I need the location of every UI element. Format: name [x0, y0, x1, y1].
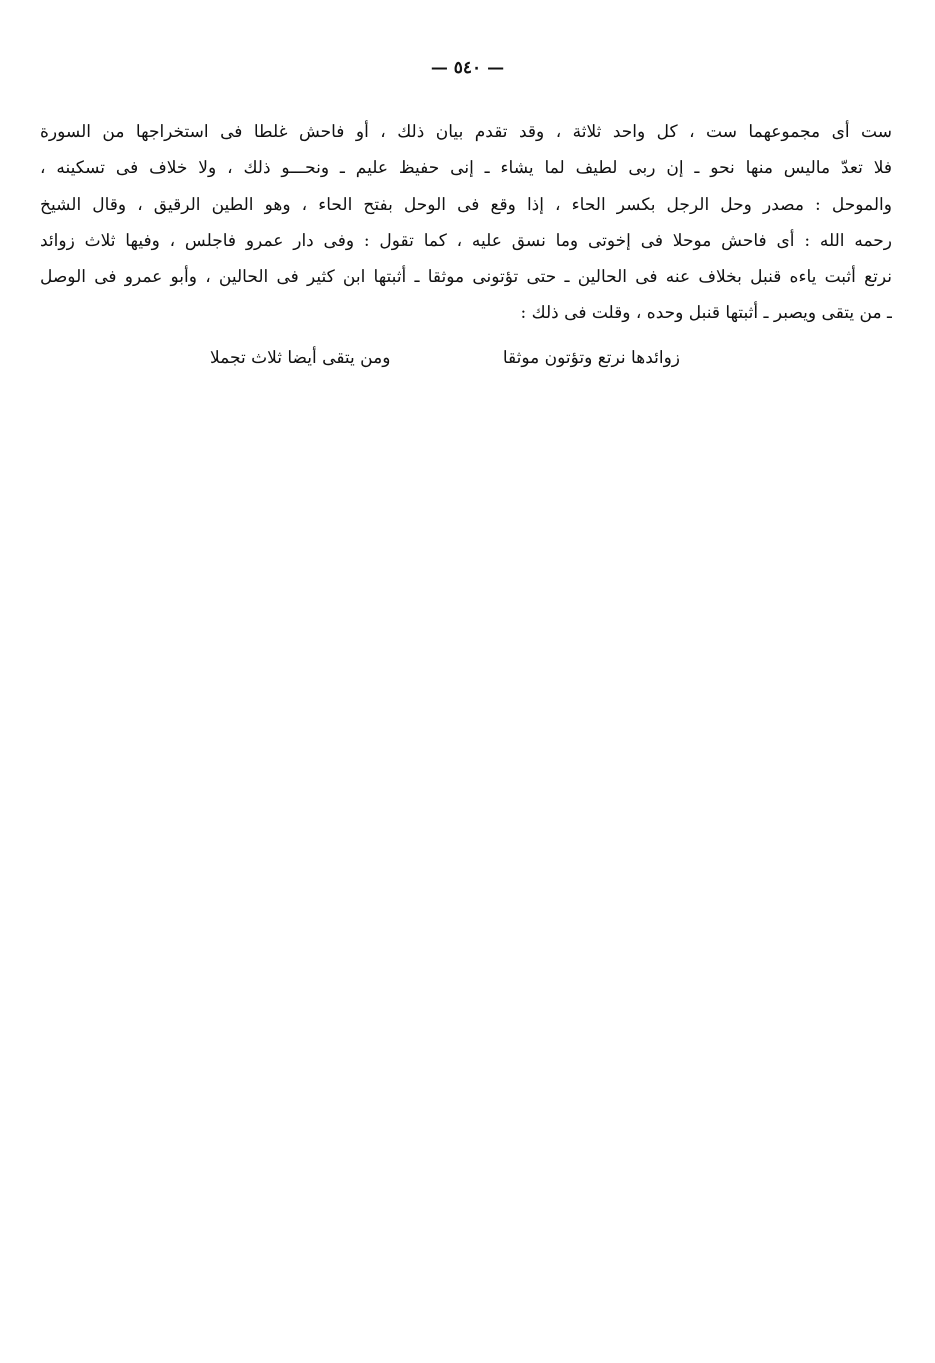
poem-verse	[210, 340, 680, 376]
text-line-3: والموحل : مصدر وحل الرجل بكسر الحاء ، إذا وقع فى الوحل بفتح الحاء ، وهو الطين الرقيق ، وقال الشيخ	[40, 194, 892, 215]
verse-first-hemistich: زوائدها نرتع وتؤتون موثقا	[502, 348, 680, 368]
text-line-5: نرتع أثبت ياءه قنبل بخلاف عنه فى الحالين ـ حتى تؤتونى موثقا ـ أثبتها ابن كثير فى الحالين ، وأبو عمرو فى الوصل	[40, 267, 892, 288]
text-line-4: رحمه الله : أى فاحش موحلا فى إخوتى وما نسق عليه ، كما تقول : وفى دار عمرو فاجلس ، وفيها ثلاث زوائد	[40, 230, 892, 251]
text-line-6: ـ من يتقى ويصبر ـ أثبتها قنبل وحده ، وقلت فى ذلك :	[520, 303, 892, 324]
page-number: — ٥٤٠ —	[430, 58, 505, 78]
text-line-1: ست أى مجموعهما ست ، كل واحد ثلاثة ، وقد تقدم بيان ذلك ، أو فاحش غلطا فى استخراجها من السورة	[40, 122, 892, 142]
text-line-2: فلا تعدّ ماليس منها نحو ـ إن ربى لطيف لما يشاء ـ إنى حفيظ عليم ـ ونحـــو ذلك ، ولا خلاف فى تسكينه ،	[40, 158, 892, 179]
verse-second-hemistich: ومن يتقى أيضا ثلاث تجملا	[210, 348, 391, 368]
body-paragraph	[40, 114, 892, 332]
